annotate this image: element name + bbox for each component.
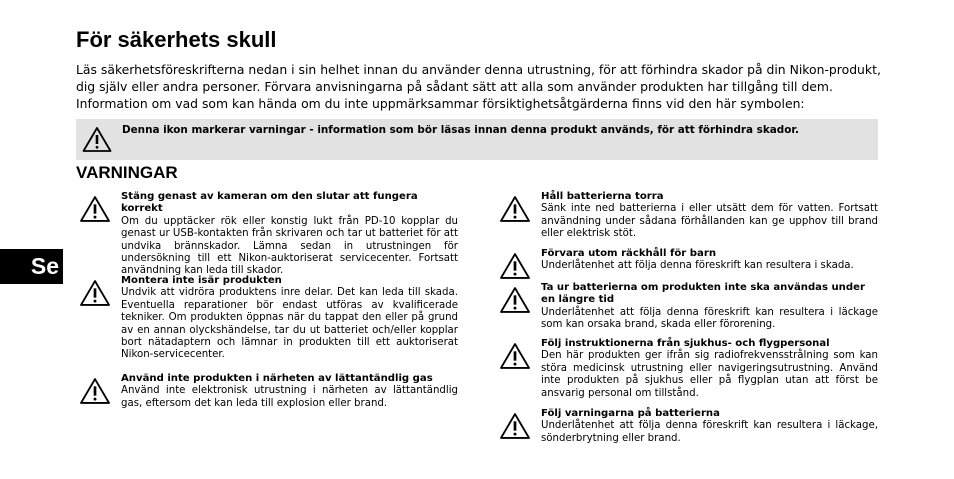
warning-notice-box <box>76 119 878 160</box>
language-tab: Se <box>0 249 63 284</box>
warning-triangle-icon <box>499 342 531 370</box>
warning-triangle-icon <box>499 195 531 223</box>
warning-item-title: Använd inte produkten i närheten av lättantändlig gas <box>121 373 433 384</box>
warning-item-body: Undvik att vidröra produktens inre delar. Det kan leda till skada. Eventuella reparationer bör endast utföras av kvalificerade tekniker. Om produkten öppnas när du tappat den eller på grund av en annan olyckshändelse, tar du ut batteriet och/eller kopplar bort nätadaptern och lämnar in produkten till ett auktoriserat Nikon-servicecenter. <box>121 287 458 361</box>
warning-triangle-icon <box>79 377 111 405</box>
intro-paragraph: Läs säkerhetsföreskrifterna nedan i sin helhet innan du använder denna utrustning, för att förhindra skador på din Nikon-produkt, dig själv eller andra personer. Förvara anvisningarna på sådant sätt att alla som använder produkten har tillgång till dem. Information om vad som kan hända om du inte uppmärksammar försiktighetsåtgärderna finns vid den här symbolen: <box>76 62 881 111</box>
warning-triangle-icon <box>82 126 112 153</box>
warning-item-body: Underlåtenhet att följa denna föreskrift kan resultera i läckage, sönderbrytning eller brand. <box>541 420 878 444</box>
warning-triangle-icon <box>79 279 111 307</box>
warning-item-title: Följ varningarna på batterierna <box>541 408 720 419</box>
warning-item-body: Den här produkten ger ifrån sig radiofrekvensstrålning som kan störa medicinsk utrustning eller navigeringsutrustning. Använd inte produkten på sjukhus eller på flygplan utan att först be ansvarig personal om tillstånd. <box>541 350 878 399</box>
warning-triangle-icon <box>499 412 531 440</box>
warning-item-body: Sänk inte ned batterierna i eller utsätt dem för vatten. Fortsatt användning under sådana förhållanden kan ge upphov till brand eller elektrisk stöt. <box>541 203 878 240</box>
warning-triangle-icon <box>499 252 531 280</box>
warning-item-body: Använd inte elektronisk utrustning i närheten av lättantändlig gas, eftersom det kan leda till explosion eller brand. <box>121 385 458 409</box>
warning-item-title: Stäng genast av kameran om den slutar att fungera korrekt <box>121 191 418 215</box>
warning-triangle-icon <box>79 195 111 223</box>
warning-item-title: Följ instruktionerna från sjukhus- och flygpersonal <box>541 338 830 349</box>
warning-item-title: Ta ur batterierna om produkten inte ska användas under en längre tid <box>541 282 865 306</box>
page-title: För säkerhets skull <box>76 27 277 52</box>
warning-triangle-icon <box>499 286 531 314</box>
warning-item-body: Underlåtenhet att följa denna föreskrift kan resultera i skada. <box>541 260 854 272</box>
warning-item-body: Underlåtenhet att följa denna föreskrift kan resultera i läckage som kan orsaka brand, skada eller förorening. <box>541 306 878 331</box>
notice-text: Denna ikon markerar varningar - information som bör läsas innan denna produkt används, för att förhindra skador. <box>122 124 799 136</box>
section-heading: VARNINGAR <box>76 163 178 182</box>
warning-item-title: Montera inte isär produkten <box>121 275 282 286</box>
warning-item-title: Förvara utom räckhåll för barn <box>541 248 717 259</box>
warning-item-title: Håll batterierna torra <box>541 191 664 202</box>
warning-item-body: Om du upptäcker rök eller konstig lukt från PD-10 kopplar du genast ur USB-kontakten från skrivaren och tar ut batteriet för att undvika brännskador. Lämna sedan in utrustningen för undersökning till ett Nikon-auktoriserat servicecenter. Fortsatt användning kan leda till skador. <box>121 215 458 277</box>
